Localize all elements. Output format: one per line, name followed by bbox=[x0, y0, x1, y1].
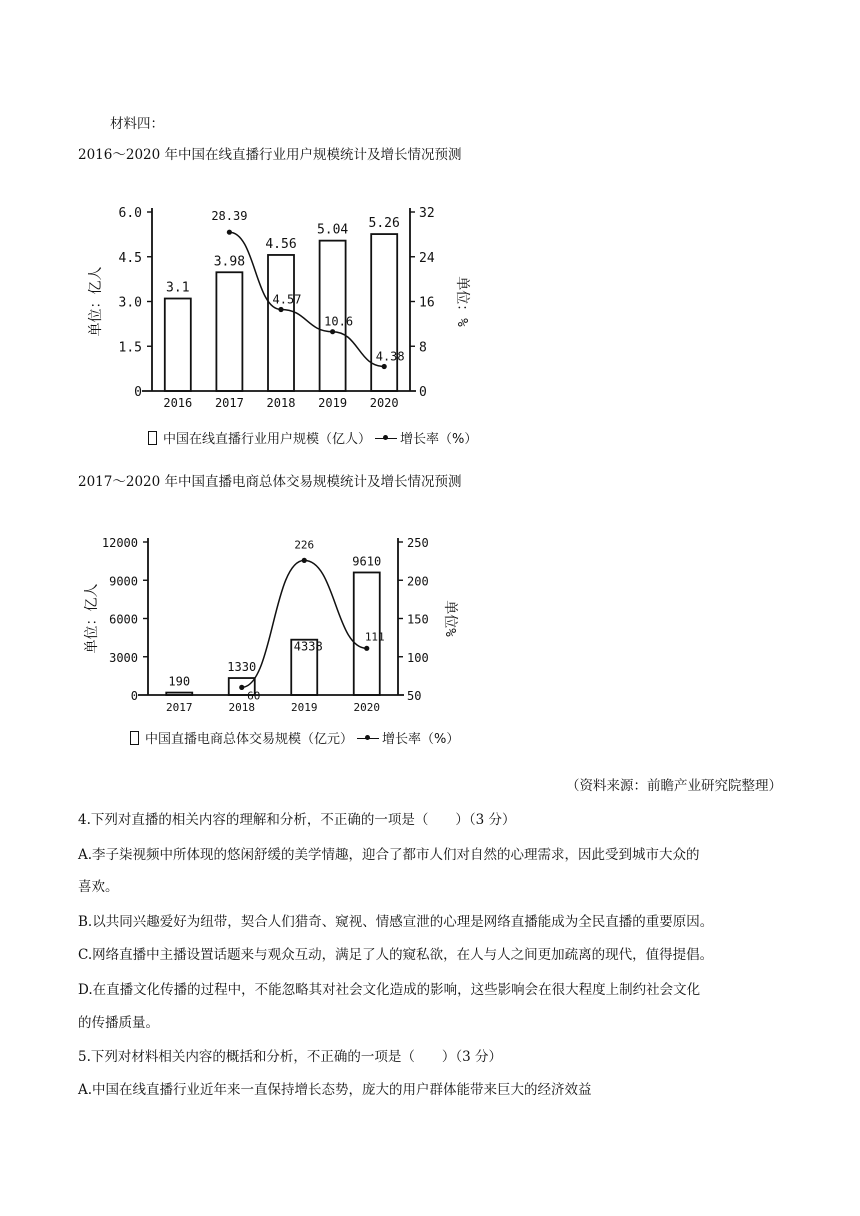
question-4-option-b: B.以共同兴趣爱好为纽带，契合人们猎奇、窥视、情感宣泄的心理是网络直播能成为全民直播的重要原因。 bbox=[78, 914, 714, 930]
bar-value-label: 9610 bbox=[352, 554, 382, 569]
right-tick-label: 250 bbox=[407, 536, 429, 550]
growth-rate-label: 4.38 bbox=[375, 349, 405, 364]
growth-rate-line bbox=[229, 232, 384, 366]
bar-value-label: 3.1 bbox=[166, 280, 190, 296]
bar-value-label: 5.26 bbox=[368, 216, 400, 232]
x-tick-label: 2018 bbox=[266, 396, 296, 410]
left-tick-label: 3000 bbox=[109, 650, 138, 665]
bar-value-label: 1330 bbox=[227, 660, 257, 675]
bar bbox=[268, 255, 294, 391]
chart-2 bbox=[0, 512, 860, 737]
chart-1-legend-bar: 中国在线直播行业用户规模（亿人） bbox=[163, 432, 372, 447]
left-axis-label: 单位：亿人 bbox=[84, 583, 100, 654]
x-tick-label: 2018 bbox=[228, 701, 255, 714]
chart-2-legend-bar: 中国直播电商总体交易规模（亿元） bbox=[145, 732, 354, 747]
bar bbox=[165, 299, 191, 391]
bar bbox=[166, 693, 192, 695]
left-tick-label: 3.0 bbox=[118, 295, 142, 311]
left-tick-label: 12000 bbox=[101, 536, 138, 550]
chart-1-legend-line: 增长率（%） bbox=[400, 432, 478, 447]
left-tick-label: 9000 bbox=[109, 574, 138, 589]
right-tick-label: 100 bbox=[407, 650, 429, 665]
left-tick-label: 0 bbox=[134, 385, 142, 400]
x-tick-label: 2017 bbox=[214, 396, 244, 410]
growth-rate-label: 111 bbox=[364, 630, 385, 644]
growth-rate-label: 10.6 bbox=[324, 314, 354, 329]
x-tick-label: 2019 bbox=[291, 701, 318, 714]
bar-value-label: 4338 bbox=[293, 639, 323, 654]
growth-rate-label: 28.39 bbox=[211, 209, 248, 224]
bar-value-label: 3.98 bbox=[213, 254, 246, 270]
chart-2-legend-line: 增长率（%） bbox=[382, 732, 460, 747]
right-tick-label: 16 bbox=[419, 295, 435, 311]
growth-rate-label: 226 bbox=[294, 538, 315, 552]
left-tick-label: 1.5 bbox=[118, 340, 142, 356]
growth-rate-point bbox=[278, 307, 283, 312]
chart-1-title: 2016～2020 年中国在线直播行业用户规模统计及增长情况预测 bbox=[78, 147, 462, 163]
source-note: （资料来源：前瞻产业研究院整理） bbox=[566, 778, 782, 794]
right-tick-label: 32 bbox=[419, 206, 435, 221]
bar-value-label: 5.04 bbox=[316, 222, 349, 238]
growth-rate-point bbox=[330, 329, 335, 334]
x-tick-label: 2019 bbox=[318, 396, 348, 410]
right-axis-label: 单位：% bbox=[454, 276, 470, 327]
left-tick-label: 4.5 bbox=[118, 250, 142, 266]
x-tick-label: 2020 bbox=[369, 396, 399, 410]
legend-line-swatch bbox=[375, 438, 397, 439]
left-tick-label: 6000 bbox=[109, 612, 138, 627]
question-4-stem: 4.下列对直播的相关内容的理解和分析，不正确的一项是（ ）（3 分） bbox=[78, 812, 516, 828]
question-5-stem: 5.下列对材料相关内容的概括和分析，不正确的一项是（ ）（3 分） bbox=[78, 1049, 503, 1065]
question-4-option-c: C.网络直播中主播设置话题来与观众互动，满足了人的窥私欲，在人与人之间更加疏离的现代，值得提倡。 bbox=[78, 947, 714, 963]
question-4-option-d-cont: 的传播质量。 bbox=[78, 1015, 159, 1031]
growth-rate-point bbox=[382, 364, 387, 369]
growth-rate-label: 60 bbox=[247, 689, 261, 703]
growth-rate-point bbox=[302, 558, 307, 563]
x-tick-label: 2020 bbox=[353, 701, 380, 714]
question-4-option-a: A.李子柒视频中所体现的悠闲舒缓的美学情趣，迎合了都市人们对自然的心理需求，因此受到城市大众的 bbox=[78, 847, 700, 863]
growth-rate-point bbox=[239, 685, 244, 690]
growth-rate-label: 4.57 bbox=[272, 292, 302, 307]
left-tick-label: 0 bbox=[130, 689, 138, 703]
right-tick-label: 50 bbox=[407, 689, 422, 703]
legend-line-swatch bbox=[357, 738, 379, 739]
x-tick-label: 2017 bbox=[166, 701, 193, 714]
legend-bar-swatch bbox=[130, 731, 139, 745]
right-tick-label: 150 bbox=[407, 612, 429, 627]
right-tick-label: 8 bbox=[419, 340, 427, 356]
right-axis-label: 单位% bbox=[442, 600, 458, 637]
bar bbox=[216, 272, 242, 391]
right-tick-label: 0 bbox=[419, 385, 427, 400]
chart-2-title: 2017～2020 年中国直播电商总体交易规模统计及增长情况预测 bbox=[78, 474, 462, 490]
growth-rate-line bbox=[242, 560, 367, 687]
chart-1-legend bbox=[148, 428, 477, 447]
right-tick-label: 200 bbox=[407, 574, 429, 589]
question-5-option-a: A.中国在线直播行业近年来一直保持增长态势，庞大的用户群体能带来巨大的经济效益 bbox=[78, 1082, 592, 1098]
bar-value-label: 190 bbox=[168, 674, 191, 689]
chart-1 bbox=[0, 190, 860, 450]
section-label: 材料四： bbox=[110, 116, 164, 132]
chart-2-legend bbox=[130, 728, 459, 747]
legend-bar-swatch bbox=[148, 431, 157, 445]
question-4-option-d: D.在直播文化传播的过程中，不能忽略其对社会文化造成的影响，这些影响会在很大程度上制约社会文化 bbox=[78, 982, 701, 998]
left-tick-label: 6.0 bbox=[118, 206, 142, 221]
growth-rate-point bbox=[364, 646, 369, 651]
question-4-option-a-cont: 喜欢。 bbox=[78, 879, 119, 895]
growth-rate-point bbox=[227, 230, 232, 235]
left-axis-label: 单位：亿人 bbox=[88, 266, 104, 337]
bar-value-label: 4.56 bbox=[265, 236, 297, 252]
x-tick-label: 2016 bbox=[163, 396, 193, 410]
right-tick-label: 24 bbox=[419, 250, 435, 266]
